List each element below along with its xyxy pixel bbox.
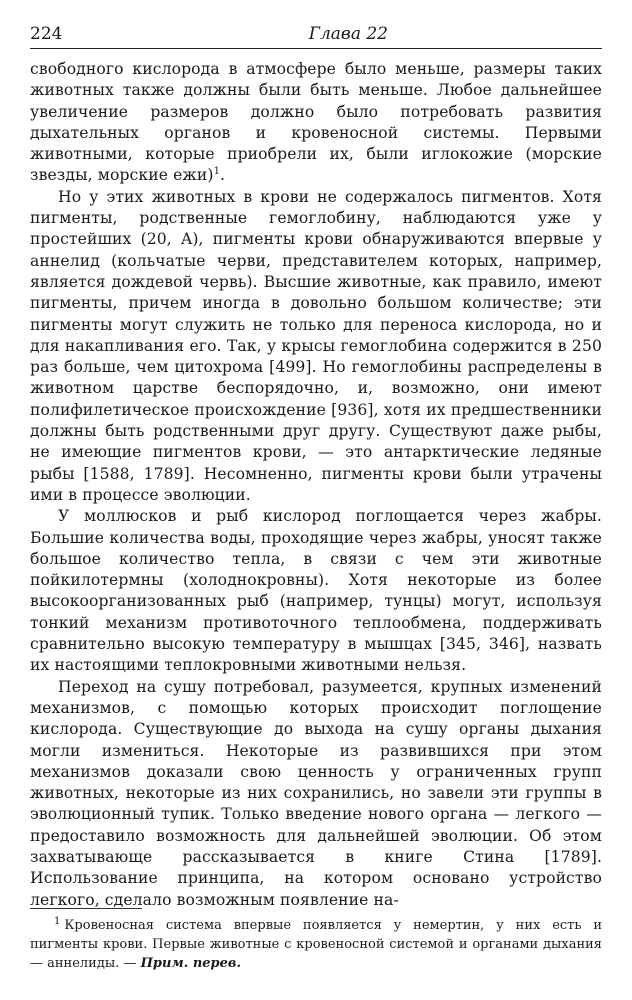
footnote-reference[interactable]: 1 xyxy=(213,166,221,178)
paragraph-3: У моллюсков и рыб кислород поглощается через жабры. Большие количества воды, проходящие через жабры, уносят также большое количество тепла, в связи с чем эти животные пойкилотермны (холоднокровны). Хотя некоторые из более высокоорганизованных рыб (например, тунцы) могут, используя тонкий механизм противоточного теплообмена, поддерживать сравнительно высокую температуру в мышцах [345, 346], назвать их настоящими теплокровными животными нельзя. xyxy=(30,507,602,675)
paragraph-1-tail: . xyxy=(220,166,226,185)
chapter-title: Глава 22 xyxy=(308,24,388,44)
footnote-divider xyxy=(30,908,142,909)
paragraph-2: Но у этих животных в крови не содержалось пигментов. Хотя пигменты, родственные гемоглобину, наблюдаются уже у простейших (20, A), пигменты крови обнаруживаются впервые у аннелид (кольчатые черви, представителем которых, например, является дождевой червь). Высшие животные, как правило, имеют пигменты, причем иногда в довольно большом количестве; эти пигменты могут служить не только для переноса кислорода, но и для накапливания его. Так, у крысы гемоглобина содержится в 250 раз больше, чем цитохрома [499]. Но гемоглобины распределены в животном царстве беспорядочно, и, возможно, они имеют полифилетическое происхождение [936], хотя их предшественники должны быть родственными друг другу. Существуют даже рыбы, не имеющие пигментов крови, — это антарктические ледяные рыбы [1588, 1789]. Несомненно, пигменты крови были утрачены ими в процессе эволюции. xyxy=(30,187,602,504)
paragraph-4: Переход на сушу потребовал, разумеется, крупных изменений механизмов, с помощью которых происходит поглощение кислорода. Существующие до выхода на сушу органы дыхания могли измениться. Некоторые из развившихся при этом механизмов доказали свою ценность у ограниченных групп животных, некоторые из них сохранились, но завели эти группы в эволюционный тупик. Только введение нового органа — легкого — предоставило возможность для дальнейшей эволюции. Об этом захватывающе рассказывается в книге Стина [1789]. Использование принципа, на котором основано устройство легкого, сделало возможным появление на- xyxy=(30,677,602,909)
footnote-marker: 1 xyxy=(54,915,61,927)
footnote-text: Кровеносная система впервые появляется у немертин, у них есть и пигменты крови. Первые животные с кровеносной системой и органами дыхания — аннелиды. — xyxy=(30,918,602,971)
body-text xyxy=(30,59,602,911)
book-page xyxy=(30,22,602,911)
translator-note: Прим. перев. xyxy=(140,956,241,971)
footnote xyxy=(30,916,602,973)
page-number: 224 xyxy=(30,24,63,44)
running-head xyxy=(30,22,602,49)
paragraph-1-text: свободного кислорода в атмосфере было меньше, размеры таких животных также должны были быть меньше. Любое дальнейшее увеличение размеров должно было потребовать развития дыхательных органов и кровеносной системы. Первыми животными, которые приобрели их, были иглокожие (морские звезды, морские ежи) xyxy=(30,60,602,185)
paragraph-1 xyxy=(30,59,602,187)
